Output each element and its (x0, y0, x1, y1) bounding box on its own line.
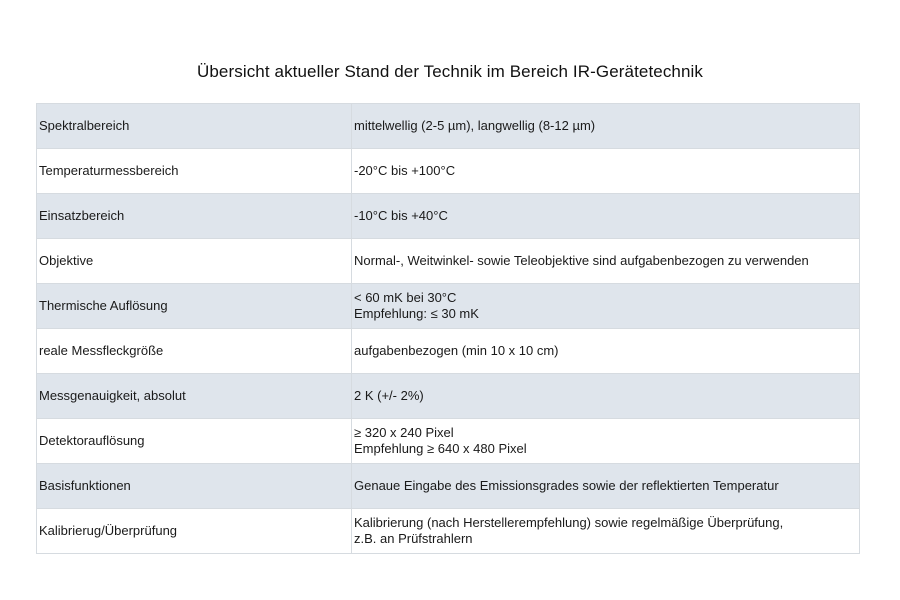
row-label: Einsatzbereich (37, 194, 352, 239)
spec-table-body (37, 104, 860, 554)
table-row (37, 239, 860, 284)
row-value-line: z.B. an Prüfstrahlern (354, 531, 473, 546)
table-row (37, 194, 860, 239)
row-label: Objektive (37, 239, 352, 284)
row-value-line: < 60 mK bei 30°C (354, 290, 457, 305)
row-label: Temperaturmessbereich (37, 149, 352, 194)
table-row (37, 329, 860, 374)
table-row (37, 509, 860, 554)
row-value-line: Empfehlung ≥ 640 x 480 Pixel (354, 441, 527, 456)
table-row (37, 104, 860, 149)
row-value (352, 194, 860, 239)
row-value-line: -20°C bis +100°C (354, 163, 456, 178)
table-row (37, 419, 860, 464)
spec-table (36, 103, 860, 554)
row-value-line: Empfehlung: ≤ 30 mK (354, 306, 479, 321)
row-value (352, 419, 860, 464)
row-value-line: -10°C bis +40°C (354, 208, 448, 223)
row-label: Kalibrierug/Überprüfung (37, 509, 352, 554)
table-row (37, 284, 860, 329)
row-value-line: aufgabenbezogen (min 10 x 10 cm) (354, 343, 559, 358)
row-value-line: 2 K (+/- 2%) (354, 388, 424, 403)
row-label: reale Messfleckgröße (37, 329, 352, 374)
page-title: Übersicht aktueller Stand der Technik im Bereich IR-Gerätetechnik (196, 62, 704, 81)
row-value-line: Genaue Eingabe des Emissionsgrades sowie der reflektierten Temperatur (354, 478, 779, 493)
row-label: Messgenauigkeit, absolut (37, 374, 352, 419)
row-label: Spektralbereich (37, 104, 352, 149)
row-value-line: Kalibrierung (nach Herstellerempfehlung) sowie regelmäßige Überprüfung, (354, 515, 784, 530)
row-value (352, 149, 860, 194)
row-value (352, 509, 860, 554)
row-label: Thermische Auflösung (37, 284, 352, 329)
row-value (352, 284, 860, 329)
row-value (352, 239, 860, 284)
row-label: Basisfunktionen (37, 464, 352, 509)
row-value (352, 374, 860, 419)
table-row (37, 374, 860, 419)
table-row (37, 464, 860, 509)
row-value (352, 329, 860, 374)
row-value-line: Normal-, Weitwinkel- sowie Teleobjektive sind aufgabenbezogen zu verwenden (354, 253, 809, 268)
row-value (352, 104, 860, 149)
row-label: Detektorauflösung (37, 419, 352, 464)
row-value-line: mittelwellig (2-5 µm), langwellig (8-12 µm) (354, 118, 596, 133)
row-value (352, 464, 860, 509)
row-value-line: ≥ 320 x 240 Pixel (354, 425, 454, 440)
table-row (37, 149, 860, 194)
